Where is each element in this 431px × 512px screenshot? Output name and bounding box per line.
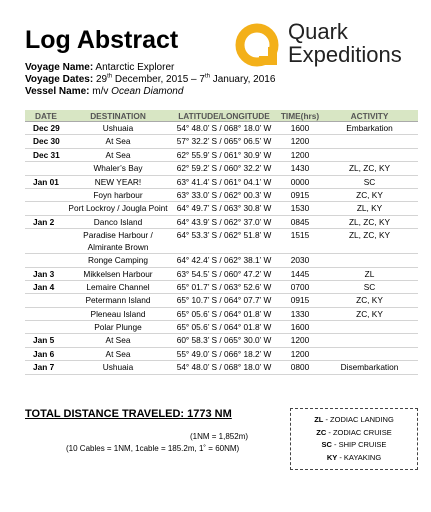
legend-code: SC bbox=[321, 440, 332, 449]
quark-q-icon bbox=[232, 20, 284, 70]
legend-text: - KAYAKING bbox=[337, 452, 382, 462]
voyage-name: Antarctic Explorer bbox=[95, 62, 175, 73]
cell-latlong: 60° 58.3’ S / 065° 30.0’ W bbox=[169, 334, 279, 347]
table-row bbox=[25, 162, 418, 175]
cell-latlong: 64° 43.9’ S / 062° 37.0’ W bbox=[169, 215, 279, 228]
cell-activity bbox=[321, 334, 418, 347]
cell-date: Dec 31 bbox=[25, 148, 67, 161]
cell-time: 1600 bbox=[279, 321, 321, 334]
cell-destination: Port Lockroy / Jougla Point bbox=[68, 203, 168, 214]
cell-destination: Lemaire Channel bbox=[67, 280, 169, 293]
cell-latlong: 55° 49.0’ S / 066° 18.2’ W bbox=[169, 347, 279, 360]
cell-date bbox=[25, 162, 67, 175]
cell-activity: ZC, KY bbox=[321, 188, 418, 201]
cell-date bbox=[25, 307, 67, 320]
cell-time: 1330 bbox=[279, 307, 321, 320]
cell-destination: Paradise Harbour / Almirante Brown bbox=[67, 229, 169, 254]
cell-activity: ZL, ZC, KY bbox=[321, 215, 418, 228]
table-row bbox=[25, 148, 418, 161]
logo-line-1: Quark bbox=[288, 19, 348, 44]
legend-item bbox=[291, 414, 417, 427]
cell-time: 2030 bbox=[279, 254, 321, 267]
voyage-name-label: Voyage Name: bbox=[25, 62, 94, 73]
cell-activity: ZL, KY bbox=[321, 202, 418, 215]
cell-destination: NEW YEAR! bbox=[67, 175, 169, 188]
voyage-start-sup: th bbox=[107, 73, 113, 80]
cell-destination: At Sea bbox=[67, 135, 169, 148]
cell-time: 1515 bbox=[279, 229, 321, 254]
voyage-dates-label: Voyage Dates: bbox=[25, 74, 94, 85]
legend-code: KY bbox=[326, 452, 338, 462]
cell-activity: ZL, ZC, KY bbox=[321, 229, 418, 254]
cell-latlong: 54° 48.0’ S / 068° 18.0’ W bbox=[169, 361, 279, 374]
table-row bbox=[25, 188, 418, 201]
voyage-start-day: 29 bbox=[95, 74, 108, 85]
cell-date bbox=[25, 229, 67, 254]
legend-item bbox=[291, 439, 417, 452]
cell-date: Dec 30 bbox=[25, 135, 67, 148]
cell-time: 1200 bbox=[279, 135, 321, 148]
cell-latlong: 63° 41.4’ S / 061° 04.1’ W bbox=[169, 175, 279, 188]
quark-logo bbox=[232, 20, 417, 70]
cell-destination: Ushuaia bbox=[67, 122, 169, 135]
cell-date: Jan 3 bbox=[25, 267, 67, 280]
legend-text: - ZODIAC CRUISE bbox=[326, 427, 392, 437]
table-row bbox=[25, 267, 418, 280]
table-row bbox=[25, 215, 418, 228]
cell-destination: Ushuaia bbox=[67, 361, 169, 374]
table-row bbox=[25, 334, 418, 347]
cell-latlong: 62° 55.9’ S / 061° 30.9’ W bbox=[169, 148, 279, 161]
table-row bbox=[25, 229, 418, 254]
table-body bbox=[25, 122, 418, 375]
table-row bbox=[25, 202, 418, 215]
nm-conversion-note: (1NM = 1,852m) bbox=[190, 432, 249, 441]
cell-date: Jan 01 bbox=[25, 175, 67, 188]
table-row bbox=[25, 321, 418, 334]
table-row bbox=[25, 175, 418, 188]
cable-conversion-note: (10 Cables = 1NM, 1cable = 185.2m, 1˚ = 60NM) bbox=[66, 444, 240, 453]
voyage-dates-end: January, 2016 bbox=[212, 74, 276, 85]
cell-latlong: 64° 53.3’ S / 062° 51.8’ W bbox=[169, 229, 279, 254]
cell-destination: Pleneau Island bbox=[67, 307, 169, 320]
cell-time: 0915 bbox=[279, 294, 321, 307]
cell-activity: ZL, ZC, KY bbox=[321, 162, 418, 175]
cell-destination: Whaler’s Bay bbox=[67, 162, 169, 175]
cell-latlong: 54° 48.0’ S / 068° 18.0’ W bbox=[169, 122, 279, 135]
cell-date: Jan 6 bbox=[25, 347, 67, 360]
legend-code: ZL bbox=[314, 415, 324, 424]
col-activity-header: ACTIVITY bbox=[321, 110, 418, 122]
cell-destination: At Sea bbox=[67, 148, 169, 161]
activity-legend bbox=[290, 408, 418, 470]
cell-destination: Ronge Camping bbox=[67, 254, 169, 267]
page-title: Log Abstract bbox=[25, 26, 179, 54]
voyage-name-line bbox=[25, 62, 174, 73]
cell-activity bbox=[321, 321, 418, 334]
cell-activity: ZL bbox=[321, 267, 418, 280]
cell-date: Jan 2 bbox=[25, 215, 67, 228]
cell-time: 1530 bbox=[279, 202, 321, 215]
cell-latlong: 65° 10.7’ S / 064° 07.7’ W bbox=[169, 294, 279, 307]
logo-line-2: Expeditions bbox=[288, 42, 402, 67]
cell-destination: At Sea bbox=[67, 347, 169, 360]
cell-time: 0800 bbox=[279, 361, 321, 374]
cell-activity bbox=[321, 135, 418, 148]
col-latlong-header: LATITUDE/LONGITUDE bbox=[169, 110, 279, 122]
cell-time: 1600 bbox=[279, 122, 321, 135]
cell-time: 0700 bbox=[279, 280, 321, 293]
legend-text: - SHIP CRUISE bbox=[331, 440, 387, 449]
cell-activity bbox=[321, 254, 418, 267]
table-row bbox=[25, 122, 418, 135]
cell-latlong: 64° 49.7’ S / 063° 30.8’ W bbox=[169, 202, 279, 215]
cell-activity bbox=[321, 148, 418, 161]
cell-destination: Foyn harbour bbox=[67, 188, 169, 201]
cell-latlong: 63° 54.5’ S / 060° 47.2’ W bbox=[169, 267, 279, 280]
col-date-header: DATE bbox=[25, 110, 67, 122]
cell-date: Jan 4 bbox=[25, 280, 67, 293]
cell-activity: ZC, KY bbox=[321, 307, 418, 320]
cell-destination: Mikkelsen Harbour bbox=[67, 267, 169, 280]
table-row bbox=[25, 347, 418, 360]
vessel-name-line bbox=[25, 86, 183, 97]
cell-time: 1200 bbox=[279, 148, 321, 161]
cell-latlong: 57° 32.2’ S / 065° 06.5’ W bbox=[169, 135, 279, 148]
voyage-dates-line bbox=[25, 74, 275, 85]
cell-time: 1200 bbox=[279, 347, 321, 360]
cell-time: 1200 bbox=[279, 334, 321, 347]
cell-latlong: 62° 59.2’ S / 060° 32.2’ W bbox=[169, 162, 279, 175]
cell-date bbox=[25, 254, 67, 267]
cell-time: 1430 bbox=[279, 162, 321, 175]
table-header-row bbox=[25, 110, 418, 122]
cell-activity: SC bbox=[321, 280, 418, 293]
log-table bbox=[25, 110, 418, 375]
cell-date bbox=[25, 294, 67, 307]
cell-destination: At Sea bbox=[67, 334, 169, 347]
cell-activity: Embarkation bbox=[321, 122, 418, 135]
table-row bbox=[25, 280, 418, 293]
cell-latlong: 65° 05.6’ S / 064° 01.8’ W bbox=[169, 307, 279, 320]
cell-activity: ZC, KY bbox=[321, 294, 418, 307]
voyage-dates-mid: December, 2015 – 7 bbox=[114, 74, 205, 85]
vessel-prefix: m/v bbox=[92, 86, 109, 97]
col-destination-header: DESTINATION bbox=[67, 110, 169, 122]
cell-activity: SC bbox=[321, 175, 418, 188]
cell-time: 0000 bbox=[279, 175, 321, 188]
cell-activity: Disembarkation bbox=[321, 361, 418, 374]
vessel-name: Ocean Diamond bbox=[111, 86, 184, 97]
cell-date bbox=[25, 188, 67, 201]
table-row bbox=[25, 254, 418, 267]
vessel-label: Vessel Name: bbox=[25, 86, 90, 97]
cell-time: 1445 bbox=[279, 267, 321, 280]
cell-latlong: 63° 33.0’ S / 062° 00.3’ W bbox=[169, 188, 279, 201]
legend-code: ZC bbox=[316, 427, 327, 437]
cell-date bbox=[25, 321, 67, 334]
cell-destination: Polar Plunge bbox=[67, 321, 169, 334]
cell-time: 0845 bbox=[279, 215, 321, 228]
cell-date: Jan 7 bbox=[25, 361, 67, 374]
table-row bbox=[25, 361, 418, 374]
cell-latlong: 65° 01.7’ S / 063° 52.6’ W bbox=[169, 280, 279, 293]
table-row bbox=[25, 294, 418, 307]
voyage-end-sup: th bbox=[204, 73, 210, 80]
table-row bbox=[25, 307, 418, 320]
legend-item bbox=[291, 452, 417, 465]
cell-date: Dec 29 bbox=[25, 122, 67, 135]
cell-date: Jan 5 bbox=[25, 334, 67, 347]
legend-item bbox=[291, 427, 417, 440]
cell-activity bbox=[321, 347, 418, 360]
legend-text: - ZODIAC LANDING bbox=[323, 415, 394, 424]
cell-destination: Danco Island bbox=[67, 215, 169, 228]
cell-time: 0915 bbox=[279, 188, 321, 201]
col-time-header: TIME(hrs) bbox=[280, 110, 320, 121]
cell-latlong: 64° 42.4’ S / 062° 38.1’ W bbox=[169, 254, 279, 267]
cell-date bbox=[25, 202, 67, 215]
total-distance: TOTAL DISTANCE TRAVELED: 1773 NM bbox=[25, 408, 232, 420]
table-row bbox=[25, 135, 418, 148]
cell-destination: Petermann Island bbox=[67, 294, 169, 307]
cell-latlong: 65° 05.6’ S / 064° 01.8’ W bbox=[169, 321, 279, 334]
